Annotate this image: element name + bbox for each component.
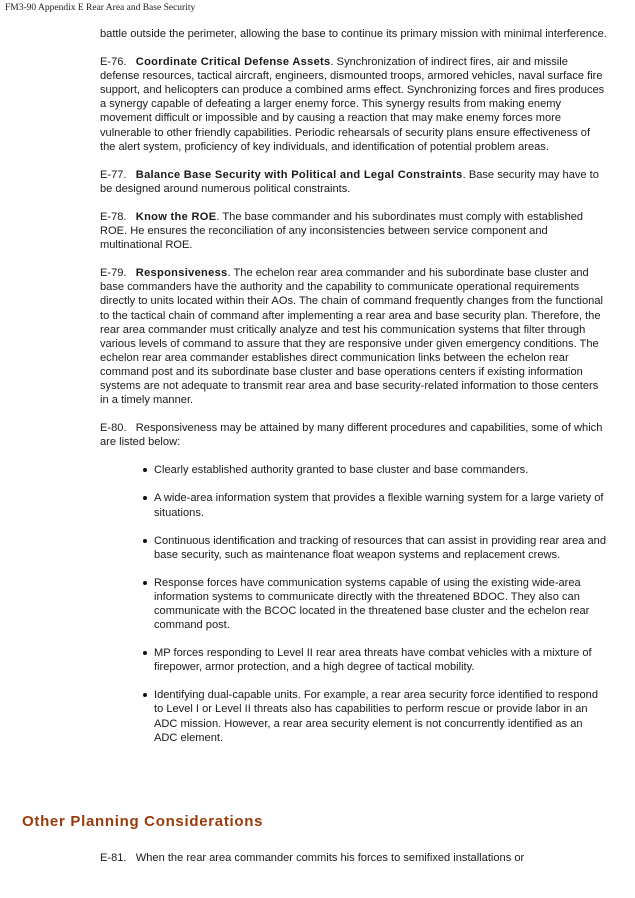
paragraph-number: E-76. (100, 56, 127, 69)
paragraph-title: Balance Base Security with Political and Legal Constraints (135, 168, 463, 181)
paragraph-e79 (100, 266, 608, 407)
list-item (143, 463, 608, 477)
bullet-icon (143, 539, 147, 543)
list-item-text: Identifying dual-capable units. For example, a rear area security force identified to respond to Level I or Level II threats also has capabilities to perform rescue or provide labor in an ADC mission. However, a rear area security element is not concurrently identified as an ADC element. (154, 689, 598, 744)
list-item (143, 646, 608, 674)
paragraph-text: When the rear area commander commits his forces to semifixed installations or (135, 852, 525, 864)
list-item (143, 688, 608, 744)
paragraph-e78 (100, 210, 608, 252)
list-item-text: Continuous identification and tracking of resources that can assist in providing rear area and base security, such as maintenance float weapon systems and replacement crews. (154, 534, 607, 561)
paragraph-text: . The echelon rear area commander and his subordinate base cluster and base commanders have the authority and the capability to communicate operational requirements directly to units located within their AOs. The chain of command frequently changes from the functional to the tactical chain of command after implementing a rear area and base security plan. Therefore, the rear area commander must critically analyze and test his communication systems that filter through various levels of command to assure that they are responsive under given emergency conditions. The echelon rear area commander establishes direct communication links between the echelon rear command post and its subordinate base cluster and base operations centers if existing information systems are not adequate to transmit rear area and base security-related information to those centers in a timely manner. (100, 267, 603, 407)
list-item-text: MP forces responding to Level II rear area threats have combat vehicles with a mixture of firepower, armor protection, and a high degree of tactical mobility. (154, 647, 592, 674)
bullet-icon (143, 468, 147, 472)
paragraph-e77 (100, 168, 608, 196)
paragraph-e80 (100, 421, 608, 449)
paragraph-e76 (100, 55, 608, 154)
document-body (100, 27, 608, 759)
paragraph-text: . Synchronization of indirect fires, air and missile defense resources, tactical aircraft, engineers, dismounted troops, armored vehicles, naval surface fire support, and helicopters can produce a combined arms effect. Synchronizing forces and fires produces a synergy capable of defeating a larger enemy force. This synergy results from making enemy movement difficult or impossible and by causing a reaction that may make enemy forces more vulnerable to other friendly capabilities. Periodic rehearsals of security plans ensure effectiveness of the alert system, proficiency of key individuals, and identification of potential problem areas. (100, 56, 605, 153)
paragraph-number: E-81. (100, 852, 127, 864)
bullet-icon (143, 581, 147, 585)
paragraph-number: E-77. (100, 168, 127, 181)
list-item (143, 491, 608, 519)
paragraph-number: E-79. (100, 267, 127, 280)
paragraph-text: Responsiveness may be attained by many different procedures and capabilities, some of which are listed below: (100, 422, 603, 449)
list-item-text: A wide-area information system that provides a flexible warning system for a large variety of situations. (154, 492, 604, 519)
paragraph-title: Responsiveness (135, 267, 228, 280)
bullet-icon (143, 651, 147, 655)
paragraph-number: E-78. (100, 210, 127, 223)
bullet-list (100, 463, 608, 744)
paragraph-e81 (100, 851, 608, 865)
paragraph-title: Coordinate Critical Defense Assets (135, 56, 331, 69)
bullet-icon (143, 693, 147, 697)
intro-paragraph: battle outside the perimeter, allowing the base to continue its primary mission with minimal interference. (100, 28, 607, 40)
list-item (143, 534, 608, 562)
section-heading: Other Planning Considerations (22, 813, 264, 830)
paragraph-title: Know the ROE (135, 210, 217, 223)
paragraph-text: . Base security may have to be designed around numerous political constraints. (100, 168, 599, 195)
list-item (143, 576, 608, 632)
bullet-icon (143, 496, 147, 500)
list-item-text: Response forces have communication systems capable of using the existing wide-area information systems to communicate directly with the threatened BDOC. They also can communicate with the BCOC located in the threatened base cluster and the echelon rear command post. (154, 576, 590, 632)
paragraph-text: . The base commander and his subordinates must comply with established ROE. He ensures the reconciliation of any inconsistencies between service component and multinational ROE. (100, 210, 584, 252)
list-item-text: Clearly established authority granted to base cluster and base commanders. (154, 464, 529, 477)
paragraph-number: E-80. (100, 422, 127, 435)
running-header: FM3-90 Appendix E Rear Area and Base Security (5, 3, 196, 13)
